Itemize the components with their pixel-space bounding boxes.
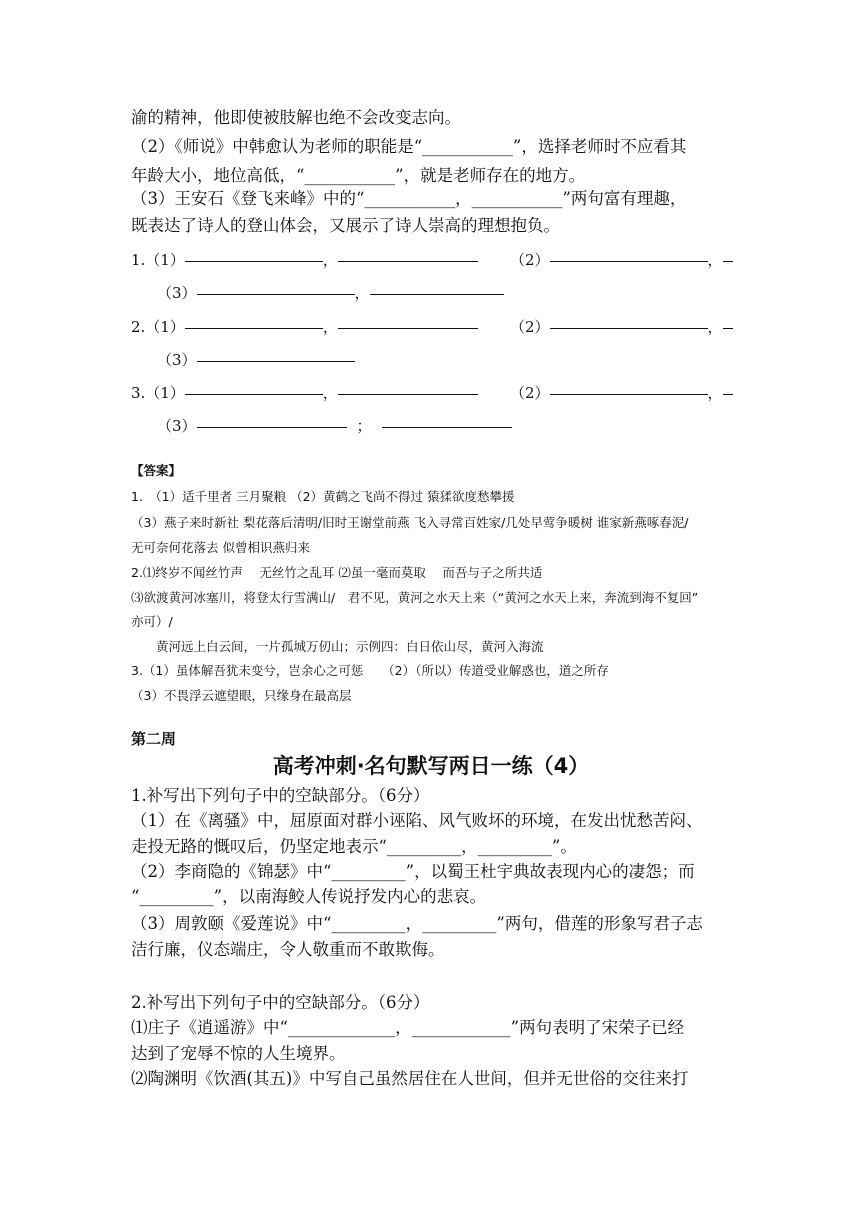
question-line: （2）李商隐的《锦瑟》中“_________”，以蜀王杜宇典故表现内心的凄怨；而 bbox=[131, 862, 695, 881]
blank-line bbox=[550, 243, 708, 262]
blank-line bbox=[550, 310, 708, 329]
blank-line bbox=[185, 376, 323, 395]
answer-row-2 bbox=[131, 313, 478, 338]
separator: ， bbox=[707, 384, 723, 402]
row-number: （3） bbox=[157, 351, 197, 369]
blank-line bbox=[723, 310, 733, 329]
blank-line bbox=[382, 409, 512, 428]
blank-line bbox=[197, 409, 347, 428]
question-line: “_________”，以南海鲛人传说抒发内心的悲哀。 bbox=[131, 887, 487, 906]
answer-line: 黄河远上白云间，一片孤城万仞山；示例四：白日依山尽，黄河入海流 bbox=[131, 639, 544, 654]
row-number: 1.（1） bbox=[131, 251, 185, 269]
blank-line bbox=[723, 376, 733, 395]
blank-line bbox=[723, 243, 733, 262]
answer-line: （3）燕子来时新社 梨花落后清明/旧时王谢堂前燕 飞入寻常百姓家/几处早莺争暖树 谁家新燕啄春泥/ bbox=[131, 515, 689, 530]
separator: ， bbox=[322, 384, 338, 402]
answer-row-3-part2 bbox=[510, 379, 733, 404]
answer-row-1 bbox=[131, 246, 478, 271]
answer-row-2b bbox=[157, 346, 355, 371]
answer-line: ⑶欲渡黄河冰塞川，将登太行雪满山/ 君不见，黄河之水天上来（“黄河之水天上来，奔流到海不复回” bbox=[131, 590, 699, 605]
blank-line bbox=[185, 310, 323, 329]
answer-heading: 【答案】 bbox=[131, 463, 182, 478]
question-line: 达到了宠辱不惊的人生境界。 bbox=[131, 1044, 346, 1063]
text-line: （2）《师说》中韩愈认为老师的职能是“___________”，选择老师时不应看其 bbox=[131, 137, 687, 156]
separator: ， bbox=[322, 318, 338, 336]
blank-line bbox=[197, 276, 355, 295]
text-line: 渝的精神，他即使被肢解也绝不会改变志向。 bbox=[131, 108, 461, 127]
separator: ； bbox=[356, 417, 372, 435]
blank-line bbox=[197, 343, 355, 362]
answer-line: 2.⑴终岁不闻丝竹声 无丝竹之乱耳 ⑵虽一毫而莫取 而吾与子之所共适 bbox=[131, 565, 543, 580]
question-line: 2.补写出下列句子中的空缺部分。（6分） bbox=[131, 993, 430, 1012]
question-line: 洁行廉，仪态端庄，令人敬重而不敢欺侮。 bbox=[131, 940, 445, 959]
row-number: （2） bbox=[510, 251, 550, 269]
row-number: （3） bbox=[157, 284, 197, 302]
row-number: 3.（1） bbox=[131, 384, 185, 402]
blank-line bbox=[185, 243, 323, 262]
row-number: （2） bbox=[510, 318, 550, 336]
answer-line: 3.（1）虽体解吾犹未变兮，岂余心之可惩 （2）（所以）传道受业解惑也，道之所存 bbox=[131, 663, 609, 678]
question-line: ⑵陶渊明《饮酒(其五)》中写自己虽然居住在人世间，但并无世俗的交往来打 bbox=[131, 1069, 689, 1088]
answer-row-3 bbox=[131, 379, 478, 404]
answer-row-2-part2 bbox=[510, 313, 733, 338]
separator: ， bbox=[322, 251, 338, 269]
row-number: （3） bbox=[157, 417, 197, 435]
row-number: （2） bbox=[510, 384, 550, 402]
blank-line bbox=[550, 376, 708, 395]
blank-line bbox=[338, 376, 478, 395]
week-label: 第二周 bbox=[131, 730, 177, 748]
answer-row-1b bbox=[157, 279, 504, 304]
question-line: ⑴庄子《逍遥游》中“_____________，____________”两句表明了宋荣子已经 bbox=[131, 1018, 685, 1037]
answer-line: 无可奈何花落去 似曾相识燕归来 bbox=[131, 540, 310, 555]
answer-line: 1. （1）适千里者 三月聚粮 （2）黄鹤之飞尚不得过 猿猱欲度愁攀援 bbox=[131, 489, 515, 504]
row-number: 2.（1） bbox=[131, 318, 185, 336]
answer-row-3b bbox=[157, 412, 512, 437]
blank-line bbox=[338, 310, 478, 329]
separator: ， bbox=[707, 251, 723, 269]
answer-line: （3）不畏浮云遮望眼，只缘身在最高层 bbox=[131, 688, 352, 703]
question-line: （1）在《离骚》中，屈原面对群小诬陷、风气败坏的环境，在发出忧愁苦闷、 bbox=[131, 811, 703, 830]
question-line: （3）周敦颐《爱莲说》中“_________，_________”两句，借莲的形象写君子志 bbox=[131, 914, 703, 933]
separator: ， bbox=[707, 318, 723, 336]
answer-row-1-part2 bbox=[510, 246, 733, 271]
text-line: （3）王安石《登飞来峰》中的“___________，___________”两句富有理趣， bbox=[131, 189, 687, 208]
blank-line bbox=[370, 276, 504, 295]
blank-line bbox=[338, 243, 478, 262]
text-line: 既表达了诗人的登山体会，又展示了诗人崇高的理想抱负。 bbox=[131, 216, 560, 235]
answer-line: 亦可）/ bbox=[131, 614, 173, 629]
text-line: 年龄大小，地位高低，“___________”，就是老师存在的地方。 bbox=[131, 166, 586, 185]
question-line: 走投无路的慨叹后，仍坚定地表示“_________，_________”。 bbox=[131, 837, 577, 856]
separator: ， bbox=[354, 284, 370, 302]
question-line: 1.补写出下列句子中的空缺部分。（6分） bbox=[131, 786, 430, 805]
section-title: 高考冲刺·名句默写两日一练（4） bbox=[272, 754, 590, 778]
